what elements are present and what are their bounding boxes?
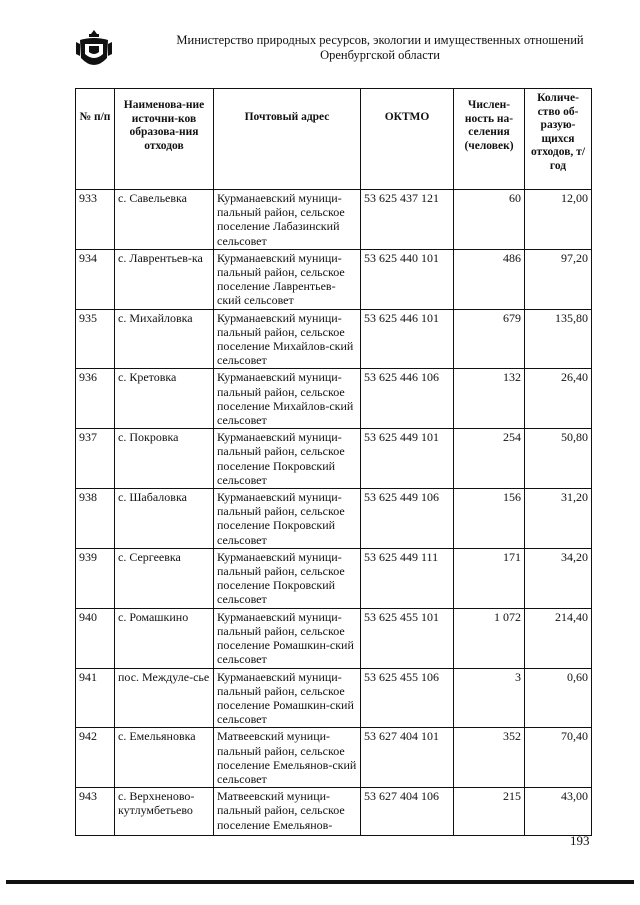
table-row bbox=[76, 489, 592, 549]
cell-address: Курманаевский муници-пальный район, сельское поселение Михайлов-ский сельсовет bbox=[214, 309, 361, 369]
cell-number: 939 bbox=[76, 548, 115, 608]
col-header-population: Числен-ность на-селения (человек) bbox=[454, 89, 525, 190]
cell-waste-amount: 12,00 bbox=[525, 190, 592, 250]
cell-source-name: с. Емельяновка bbox=[115, 728, 214, 788]
cell-oktmo: 53 625 446 106 bbox=[361, 369, 454, 429]
ministry-header-line1: Министерство природных ресурсов, экологии и имущественных отношений bbox=[176, 33, 584, 47]
cell-population: 3 bbox=[454, 668, 525, 728]
cell-source-name: с. Савельевка bbox=[115, 190, 214, 250]
cell-oktmo: 53 625 437 121 bbox=[361, 190, 454, 250]
cell-number: 938 bbox=[76, 489, 115, 549]
cell-number: 941 bbox=[76, 668, 115, 728]
cell-address: Курманаевский муници-пальный район, сельское поселение Лаврентьев-ский сельсовет bbox=[214, 249, 361, 309]
cell-number: 940 bbox=[76, 608, 115, 668]
cell-waste-amount: 50,80 bbox=[525, 429, 592, 489]
cell-number: 933 bbox=[76, 190, 115, 250]
table-row bbox=[76, 309, 592, 369]
cell-address: Курманаевский муници-пальный район, сельское поселение Михайлов-ский сельсовет bbox=[214, 369, 361, 429]
footer-divider bbox=[6, 880, 634, 884]
col-header-oktmo: ОКТМО bbox=[361, 89, 454, 190]
table-header-row bbox=[76, 89, 592, 190]
cell-source-name: с. Ромашкино bbox=[115, 608, 214, 668]
col-header-address: Почтовый адрес bbox=[214, 89, 361, 190]
cell-source-name: с. Шабаловка bbox=[115, 489, 214, 549]
table-row bbox=[76, 608, 592, 668]
cell-population: 679 bbox=[454, 309, 525, 369]
cell-population: 132 bbox=[454, 369, 525, 429]
cell-source-name: с. Михайловка bbox=[115, 309, 214, 369]
cell-number: 943 bbox=[76, 788, 115, 836]
cell-population: 60 bbox=[454, 190, 525, 250]
table-row bbox=[76, 548, 592, 608]
table-row bbox=[76, 190, 592, 250]
cell-source-name: с. Сергеевка bbox=[115, 548, 214, 608]
cell-number: 936 bbox=[76, 369, 115, 429]
cell-waste-amount: 135,80 bbox=[525, 309, 592, 369]
cell-oktmo: 53 627 404 101 bbox=[361, 728, 454, 788]
cell-number: 934 bbox=[76, 249, 115, 309]
cell-population: 171 bbox=[454, 548, 525, 608]
cell-address: Курманаевский муници-пальный район, сельское поселение Лабазинский сельсовет bbox=[214, 190, 361, 250]
cell-number: 942 bbox=[76, 728, 115, 788]
cell-oktmo: 53 625 449 111 bbox=[361, 548, 454, 608]
cell-source-name: с. Верхненово-кутлумбетьево bbox=[115, 788, 214, 836]
cell-source-name: с. Лаврентьев-ка bbox=[115, 249, 214, 309]
cell-source-name: с. Покровка bbox=[115, 429, 214, 489]
table-row bbox=[76, 788, 592, 836]
coat-of-arms-icon bbox=[76, 28, 112, 72]
cell-waste-amount: 34,20 bbox=[525, 548, 592, 608]
col-header-waste-amount: Количе-ство об-разую-щихся отходов, т/год bbox=[525, 89, 592, 190]
cell-waste-amount: 214,40 bbox=[525, 608, 592, 668]
cell-population: 1 072 bbox=[454, 608, 525, 668]
cell-waste-amount: 31,20 bbox=[525, 489, 592, 549]
ministry-header-line2: Оренбургской области bbox=[320, 48, 440, 62]
cell-oktmo: 53 625 455 106 bbox=[361, 668, 454, 728]
cell-oktmo: 53 625 449 106 bbox=[361, 489, 454, 549]
cell-oktmo: 53 625 455 101 bbox=[361, 608, 454, 668]
table-row bbox=[76, 429, 592, 489]
waste-sources-table bbox=[75, 88, 592, 836]
cell-oktmo: 53 627 404 106 bbox=[361, 788, 454, 836]
cell-population: 254 bbox=[454, 429, 525, 489]
cell-number: 937 bbox=[76, 429, 115, 489]
cell-address: Курманаевский муници-пальный район, сельское поселение Покровский сельсовет bbox=[214, 489, 361, 549]
cell-population: 156 bbox=[454, 489, 525, 549]
cell-population: 486 bbox=[454, 249, 525, 309]
cell-address: Курманаевский муници-пальный район, сельское поселение Ромашкин-ский сельсовет bbox=[214, 668, 361, 728]
table-row bbox=[76, 369, 592, 429]
cell-oktmo: 53 625 449 101 bbox=[361, 429, 454, 489]
cell-oktmo: 53 625 446 101 bbox=[361, 309, 454, 369]
cell-oktmo: 53 625 440 101 bbox=[361, 249, 454, 309]
cell-waste-amount: 26,40 bbox=[525, 369, 592, 429]
cell-address: Матвеевский муници-пальный район, сельское поселение Емельянов-ский сельсовет bbox=[214, 728, 361, 788]
table-row bbox=[76, 728, 592, 788]
cell-address: Курманаевский муници-пальный район, сельское поселение Покровский сельсовет bbox=[214, 429, 361, 489]
col-header-source-name: Наименова-ние источни-ков образова-ния отходов bbox=[115, 89, 214, 190]
cell-source-name: с. Кретовка bbox=[115, 369, 214, 429]
cell-address: Курманаевский муници-пальный район, сельское поселение Ромашкин-ский сельсовет bbox=[214, 608, 361, 668]
cell-waste-amount: 0,60 bbox=[525, 668, 592, 728]
cell-population: 352 bbox=[454, 728, 525, 788]
cell-waste-amount: 70,40 bbox=[525, 728, 592, 788]
cell-address: Курманаевский муници-пальный район, сельское поселение Покровский сельсовет bbox=[214, 548, 361, 608]
cell-waste-amount: 43,00 bbox=[525, 788, 592, 836]
page-number: 193 bbox=[570, 833, 590, 848]
cell-waste-amount: 97,20 bbox=[525, 249, 592, 309]
ministry-header bbox=[130, 33, 630, 63]
cell-number: 935 bbox=[76, 309, 115, 369]
table-row bbox=[76, 668, 592, 728]
table-row bbox=[76, 249, 592, 309]
col-header-number: № п/п bbox=[76, 89, 115, 190]
cell-source-name: пос. Междуле-сье bbox=[115, 668, 214, 728]
cell-population: 215 bbox=[454, 788, 525, 836]
cell-address: Матвеевский муници-пальный район, сельское поселение Емельянов- bbox=[214, 788, 361, 836]
